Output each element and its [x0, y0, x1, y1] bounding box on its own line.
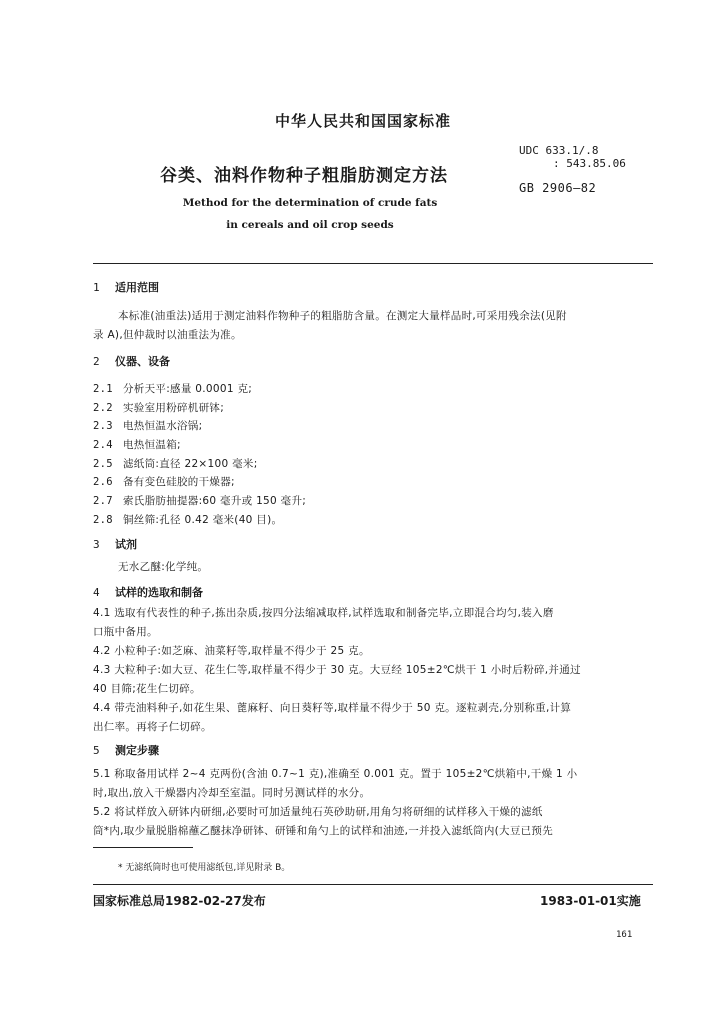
clause-4-4-line1: 4.4 带壳油料种子,如花生果、蓖麻籽、向日葵籽等,取样量不得少于 50 克。逐粒剥壳,分别称重,计算 [93, 702, 572, 714]
effective-date: 1983-01-01实施 [540, 894, 641, 908]
section-3-heading [93, 536, 137, 552]
clause-4-3-line1: 4.3 大粒种子:如大豆、花生仁等,取样量不得少于 30 克。大豆经 105±2℃烘干 1 小时后粉碎,并通过 [93, 664, 581, 676]
section-1-para-line1: 本标准(油重法)适用于测定油料作物种子的粗脂肪含量。在测定大量样品时,可采用残余法(见附 [118, 310, 567, 322]
section-number: 4 [93, 586, 100, 599]
section-number: 3 [93, 538, 100, 551]
section-1-heading [93, 279, 159, 295]
document-title-cn: 谷类、油料作物种子粗脂肪测定方法 [160, 166, 448, 186]
section-title: 试样的选取和制备 [115, 586, 203, 599]
list-item: 2.6 备有变色硅胶的干燥器; [93, 476, 235, 488]
gb-code: GB 2906—82 [519, 181, 597, 195]
clause-5-2-line2: 筒*内,取少量脱脂棉蘸乙醚抹净研钵、研锤和角勺上的试样和油迹,一并投入滤纸筒内(大豆已预先 [93, 825, 554, 837]
list-item: 2.4 电热恒温箱; [93, 439, 181, 451]
section-number: 5 [93, 744, 100, 757]
clause-5-2-line1: 5.2 将试样放入研钵内研细,必要时可加适量纯石英砂助研,用角匀将研细的试样移入干燥的滤纸 [93, 806, 543, 818]
list-item: 2.1 分析天平:感量 0.0001 克; [93, 383, 253, 395]
document-title-en-line1: Method for the determination of crude fats [182, 197, 438, 209]
document-title-en-line2: in cereals and oil crop seeds [226, 219, 394, 231]
section-title: 测定步骤 [115, 744, 159, 757]
national-standard-heading: 中华人民共和国国家标准 [274, 112, 451, 130]
page-number: 161 [616, 930, 633, 940]
section-title: 试剂 [115, 538, 137, 551]
clause-4-2: 4.2 小粒种子:如芝麻、油菜籽等,取样量不得少于 25 克。 [93, 645, 370, 657]
udc-code-line2: : 543.85.06 [553, 157, 626, 170]
section-2-heading [93, 353, 170, 369]
footer-divider [93, 884, 653, 885]
section-title: 适用范围 [115, 281, 159, 294]
list-item: 2.8 铜丝筛:孔径 0.42 毫米(40 目)。 [93, 514, 283, 526]
section-number: 2 [93, 355, 100, 368]
udc-code-line1: UDC 633.1/.8 [519, 144, 599, 157]
clause-5-1-line2: 时,取出,放入干燥器内冷却至室温。同时另测试样的水分。 [93, 787, 371, 799]
list-item: 2.7 索氏脂肪抽提器:60 毫升或 150 毫升; [93, 495, 307, 507]
issue-date: 国家标准总局1982-02-27发布 [93, 894, 266, 908]
header-divider [93, 263, 653, 264]
list-item: 2.3 电热恒温水浴锅; [93, 420, 203, 432]
section-1-para-line2: 录 A),但仲裁时以油重法为准。 [93, 329, 242, 341]
clause-4-1-line2: 口瓶中备用。 [93, 626, 158, 638]
list-item: 2.2 实验室用粉碎机研钵; [93, 402, 225, 414]
clause-4-1-line1: 4.1 选取有代表性的种子,拣出杂质,按四分法缩减取样,试样选取和制备完毕,立即混合均匀,装入磨 [93, 607, 554, 619]
clause-5-1-line1: 5.1 称取备用试样 2~4 克两份(含油 0.7~1 克),准确至 0.001 克。置于 105±2℃烘箱中,干燥 1 小 [93, 768, 578, 780]
section-4-heading [93, 584, 203, 600]
list-item: 2.5 滤纸筒:直径 22×100 毫米; [93, 458, 258, 470]
section-number: 1 [93, 281, 100, 294]
section-3-para: 无水乙醚:化学纯。 [118, 561, 209, 573]
section-title: 仪器、设备 [115, 355, 170, 368]
footnote-divider [93, 847, 193, 848]
section-5-heading [93, 742, 159, 758]
clause-4-4-line2: 出仁率。再将子仁切碎。 [93, 721, 212, 733]
clause-4-3-line2: 40 目筛;花生仁切碎。 [93, 683, 201, 695]
footnote: * 无滤纸筒时也可使用滤纸包,详见附录 B。 [118, 863, 291, 873]
